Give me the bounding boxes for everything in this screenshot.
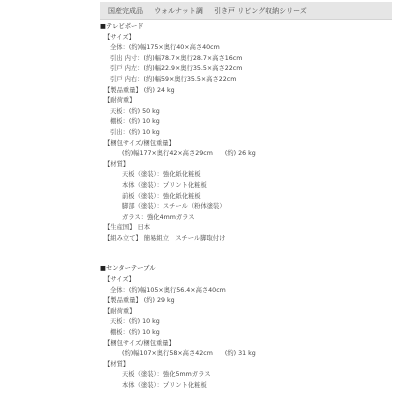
tv-pack-label: 【梱包サイズ/梱包重量】: [104, 139, 175, 147]
center-load-row: 天板：(約) 10 kg: [110, 318, 160, 326]
tv-pack-row: [100, 149, 398, 160]
center-table-heading: ■センターテーブル: [100, 265, 156, 273]
tv-load-row: 天板：(約) 50 kg: [110, 107, 160, 115]
tv-load-row: 棚板：(約) 10 kg: [110, 118, 160, 126]
center-load-row: 棚板：(約) 10 kg: [110, 329, 160, 337]
tv-board-heading: ■テレビボード: [100, 23, 144, 30]
tv-material-row: 本体（塗装）：プリント化粧板: [122, 181, 207, 189]
tv-load-label: 【耐荷重】: [104, 97, 136, 105]
center-pack-row: [100, 349, 398, 360]
header-item-series: 引き戸 リビング収納シリーズ: [214, 7, 307, 15]
tv-size-label: 【サイズ】: [104, 33, 135, 41]
tv-pack-size: (約)幅177×奥行42×高さ29cm: [122, 150, 213, 158]
tv-material-label: 【材質】: [104, 160, 130, 168]
tv-size-row: 全体：(約)幅175×奥行40×高さ40cm: [110, 44, 220, 52]
center-material-label: 【材質】: [104, 360, 130, 368]
center-pack-weight: (約) 31 kg: [224, 350, 256, 358]
tv-material-row: 前板（塗装）：強化紙化粧板: [122, 192, 201, 200]
tv-origin-value: 日本: [137, 224, 151, 232]
tv-load-row: 引出：(約) 10 kg: [110, 128, 160, 136]
center-load-label: 【耐荷重】: [104, 307, 136, 315]
tv-pack-weight: (約) 26 kg: [224, 150, 256, 158]
tv-size-row: 引戸 内右：(約)幅59×奥行35.5×高さ22cm: [110, 75, 237, 83]
spec-content: [100, 22, 398, 392]
tv-origin-label: 【生産国】: [104, 224, 136, 232]
center-material-row: 本体（塗装）：プリント化粧板: [122, 382, 207, 389]
product-series-header: [100, 2, 392, 20]
tv-material-row: ガラス：強化4mmガラス: [122, 213, 195, 221]
tv-assembly-row: [100, 234, 398, 245]
tv-origin-row: [100, 223, 398, 234]
center-weight-row: [100, 296, 398, 307]
tv-assembly-value: 簡易組立 スチール脚取付け: [143, 234, 226, 242]
tv-weight-value: (約) 24 kg: [143, 86, 175, 94]
tv-material-row: 天板（塗装）：強化紙化粧板: [122, 171, 201, 179]
tv-weight-row: [100, 86, 398, 97]
tv-size-row: 引戸 内左：(約)幅22.9×奥行35.5×高さ22cm: [110, 65, 243, 73]
tv-size-row: 引出 内寸：(約)幅78.7×奥行28.7×高さ16cm: [110, 54, 243, 62]
center-material-row: 天板（塗装）：強化5mmガラス: [122, 371, 211, 379]
center-pack-label: 【梱包サイズ/梱包重量】: [104, 339, 175, 347]
center-weight-label: 【製品重量】: [104, 297, 142, 305]
tv-assembly-label: 【組み立て】: [104, 234, 142, 242]
header-item-walnut: ウォルナット調: [154, 7, 203, 15]
center-weight-value: (約) 29 kg: [143, 297, 175, 305]
center-pack-size: (約)幅107×奥行58×高さ42cm: [122, 350, 213, 358]
center-size-label: 【サイズ】: [104, 276, 135, 284]
tv-weight-label: 【製品重量】: [104, 86, 142, 94]
center-size-row: 全体：(約)幅105×奥行56.4×高さ40cm: [110, 286, 226, 294]
header-item-domestic: 国産完成品: [108, 7, 143, 15]
tv-material-row: 脚部（塗装）：スチール（粉体塗装）: [122, 203, 226, 211]
